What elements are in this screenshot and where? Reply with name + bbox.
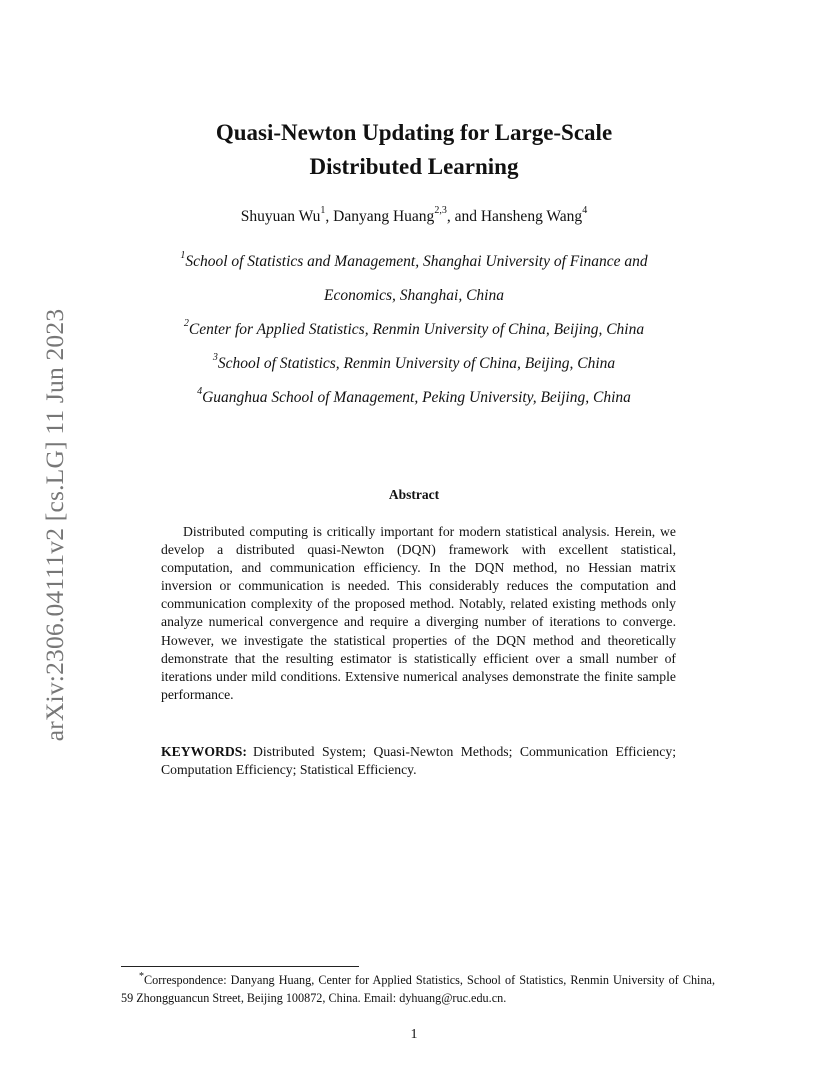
- affiliation-text: School of Statistics, Renmin University of China, Beijing, China: [217, 355, 616, 372]
- abstract-heading: Abstract: [388, 487, 440, 502]
- title-line-1: Quasi-Newton Updating for Large-Scale: [215, 120, 613, 145]
- paper-title: [0, 116, 828, 184]
- abstract-text: Distributed computing is critically important for modern statistical analysis. Herein, we develop a distributed quasi-Newton (DQN) framework with excellent statistical, computation, and communication efficiency. In the DQN method, no Hessian matrix inversion or communication is needed. This considerably reduces the computation and communication complexity of the proposed method. Notably, related existing methods only analyze numerical convergence and require a diverging number of iterations to converge. However, we investigate the statistical properties of the DQN method and theoretically demonstrate that the resulting estimator is statistically efficient over a small number of iterations under mild conditions. Extensive numerical analyses demonstrate the finite sample performance.: [161, 524, 676, 702]
- author-name: Danyang Huang: [333, 208, 435, 225]
- affiliation-3: [0, 352, 828, 373]
- affiliation-text: Economics, Shanghai, China: [324, 287, 504, 304]
- author-affiliation-marker: 1: [320, 205, 326, 216]
- affiliation-text: Center for Applied Statistics, Renmin University of China, Beijing, China: [188, 321, 645, 338]
- affiliation-1: [0, 250, 828, 271]
- affiliation-2: [0, 318, 828, 339]
- title-line-2: Distributed Learning: [309, 154, 519, 179]
- footnote-marker: *: [139, 971, 144, 982]
- author-separator: ,: [325, 208, 334, 225]
- affiliation-text: School of Statistics and Management, Shanghai University of Finance and: [185, 253, 648, 270]
- affiliation-text: Guanghua School of Management, Peking University, Beijing, China: [202, 389, 631, 406]
- affiliation-marker: 4: [197, 386, 203, 397]
- footnote-divider: [121, 966, 359, 967]
- keywords-label: KEYWORDS:: [161, 744, 247, 759]
- arxiv-identifier-stamp: arXiv:2306.04111v2 [cs.LG] 11 Jun 2023: [40, 308, 69, 742]
- affiliation-marker: 2: [183, 318, 189, 329]
- affiliation-4: [0, 386, 828, 407]
- affiliation-marker: 1: [180, 250, 186, 261]
- author-affiliation-marker: 2,3: [434, 205, 447, 216]
- author-name: Hansheng Wang: [480, 208, 583, 225]
- author-list: [0, 205, 828, 226]
- footnote-text: Correspondence: Danyang Huang, Center for Applied Statistics, School of Statistics, Renmin University of China, 59 Zhongguancun Street, Beijing 100872, China. Email: dyhuang@ruc.edu.cn.: [121, 973, 715, 1005]
- affiliation-marker: 3: [212, 352, 218, 363]
- page-number: 1: [410, 1027, 418, 1042]
- author-name: Shuyuan Wu: [240, 208, 321, 225]
- keywords-text: Distributed System; Quasi-Newton Methods; Communication Efficiency; Computation Efficiency; Statistical Efficiency.: [161, 744, 676, 778]
- correspondence-footnote: [121, 971, 715, 1007]
- author-affiliation-marker: 4: [582, 205, 588, 216]
- author-separator: , and: [446, 208, 481, 225]
- keywords-paragraph: [161, 743, 676, 779]
- affiliation-1-continued: [0, 287, 828, 305]
